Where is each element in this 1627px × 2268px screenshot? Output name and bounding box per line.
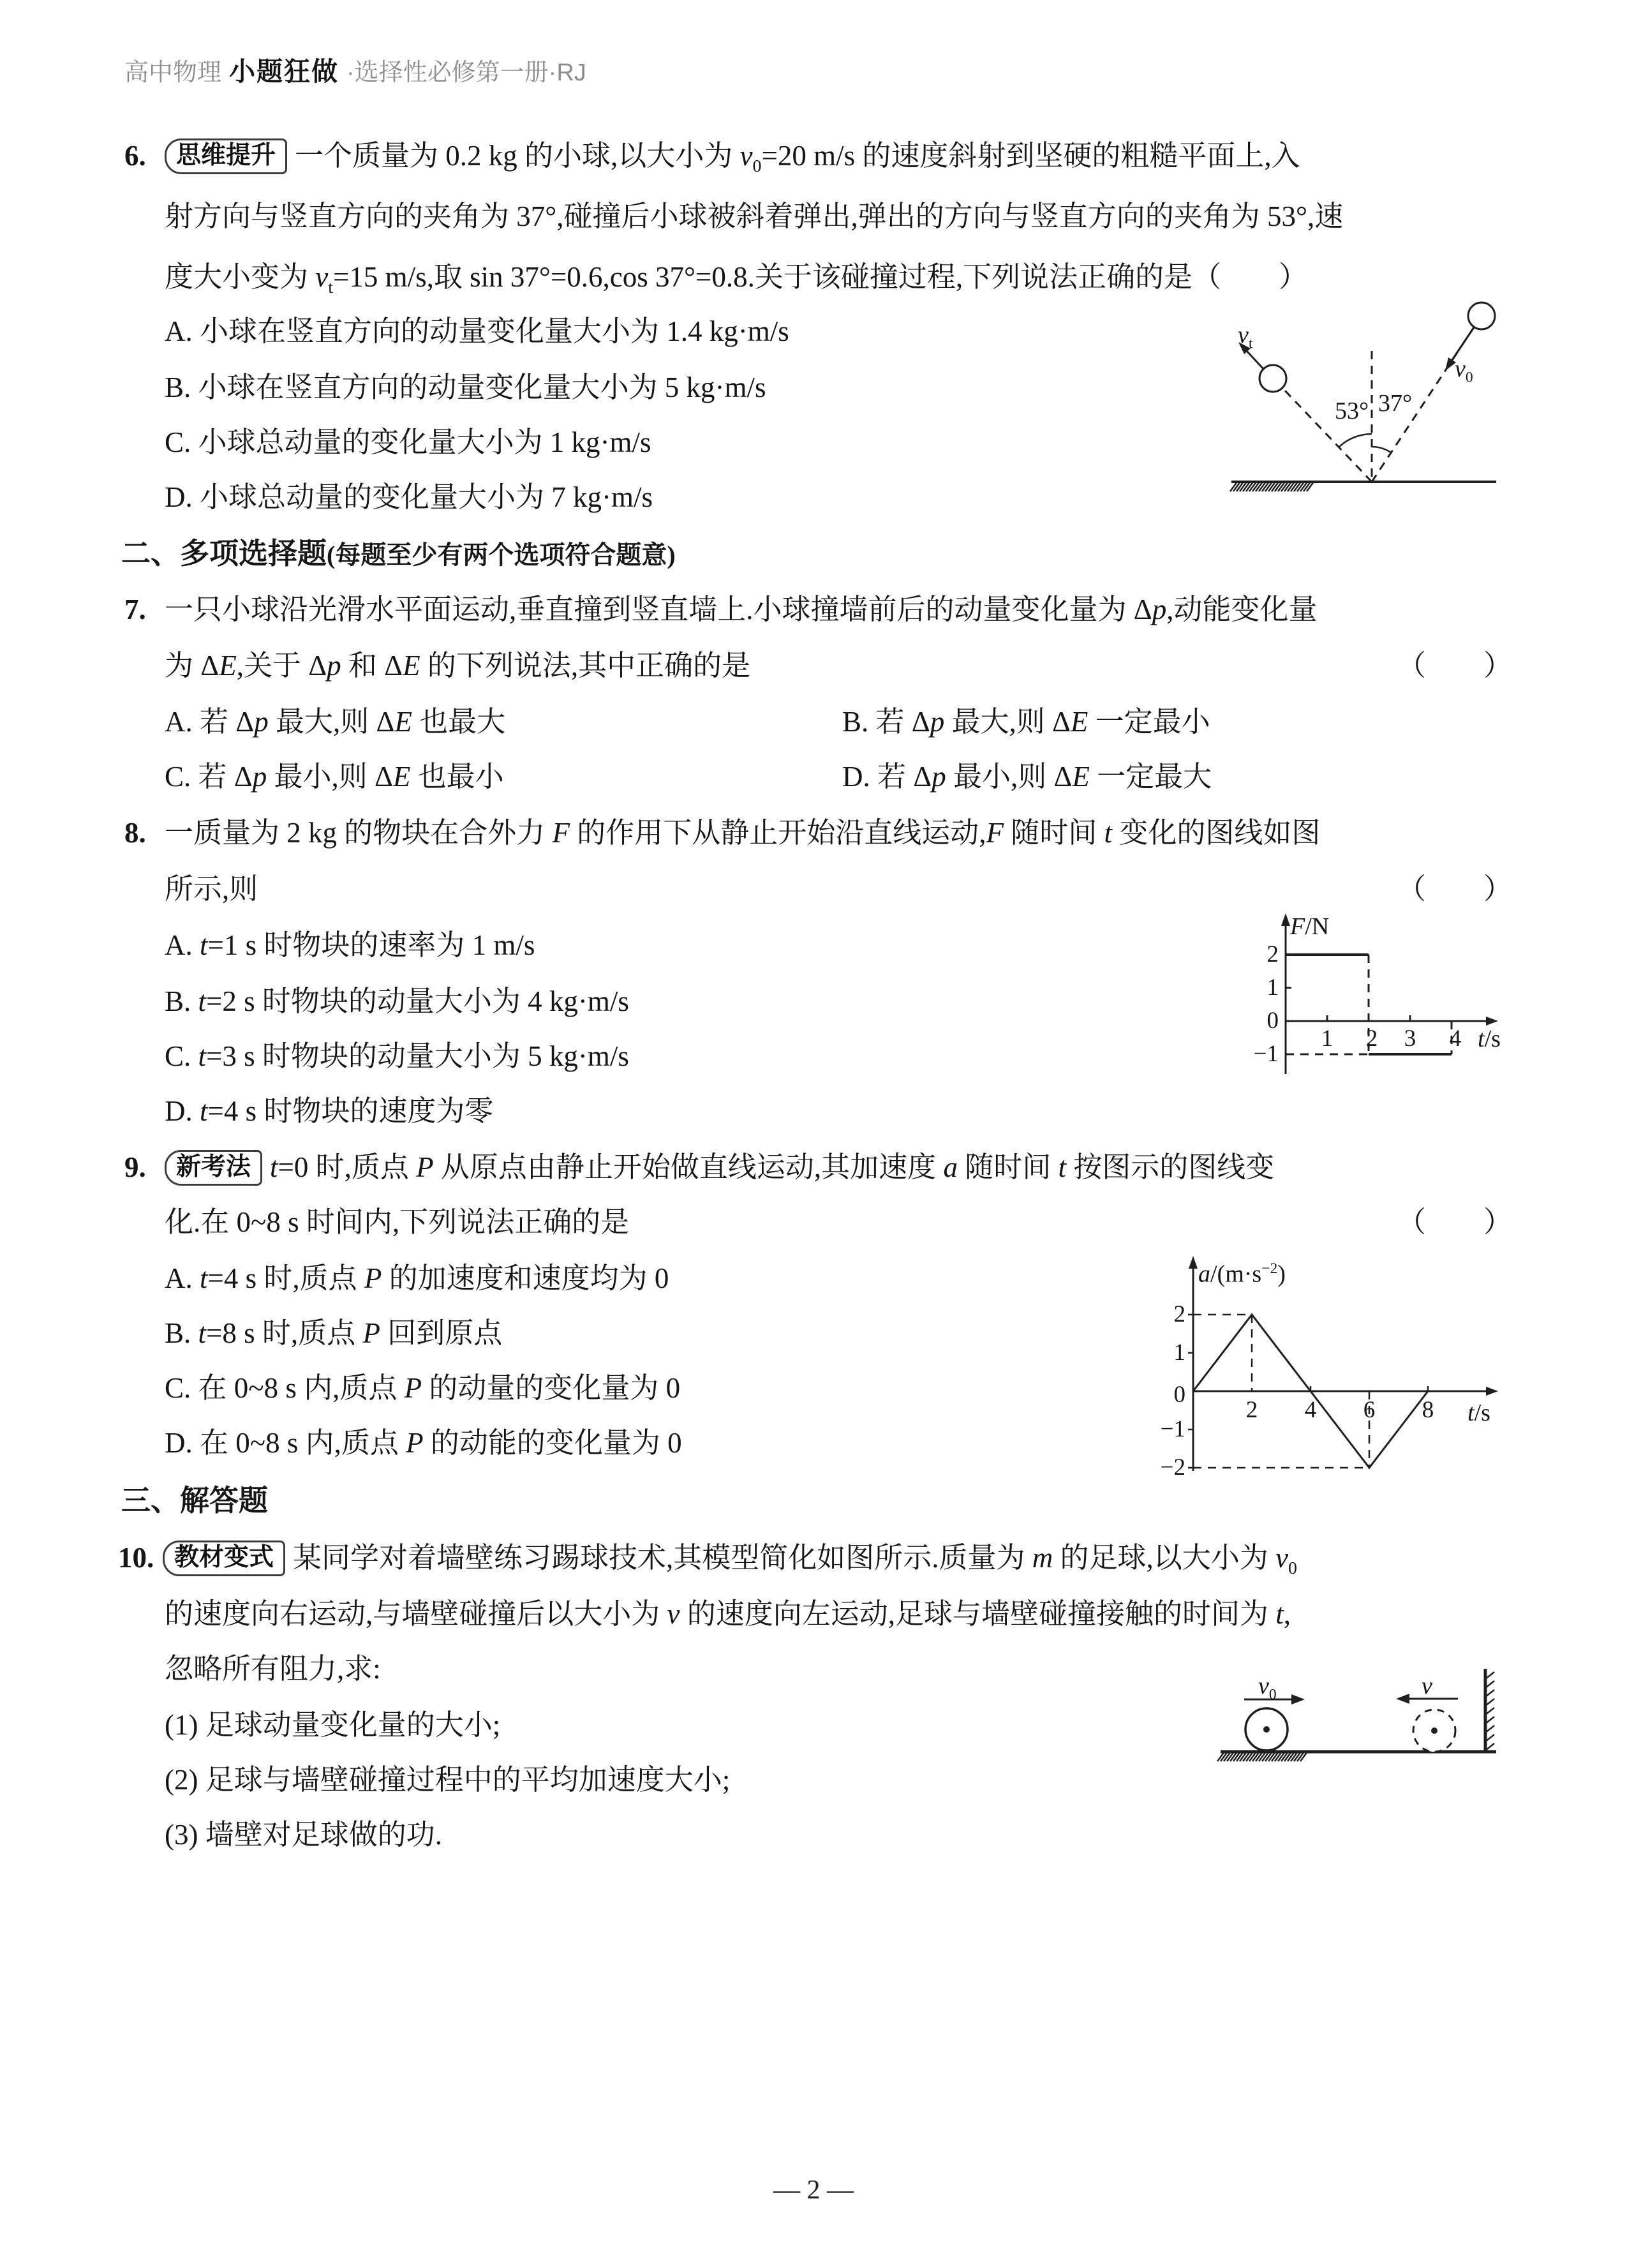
q8-text-line2: 所示,则 — [165, 873, 258, 905]
angle-arc-37 — [1372, 447, 1391, 452]
q7-option-a: A. 若 Δp 最大,则 ΔE 也最大 — [165, 706, 506, 738]
q8-force-time-graph — [1238, 909, 1506, 1101]
section-multi-note: (每题至少有两个选项符合题意) — [327, 541, 676, 569]
outgoing-ball — [1259, 365, 1286, 392]
q8-xtick-3: 3 — [1404, 1026, 1416, 1052]
header-subject: 高中物理 — [124, 59, 222, 86]
football-before-center-dot — [1263, 1726, 1270, 1733]
q9-line1 — [124, 1149, 1274, 1186]
q10-number: 10. — [118, 1542, 154, 1574]
q10-item-2: (2) 足球与墙壁碰撞过程中的平均加速度大小; — [165, 1764, 731, 1796]
q10-text-line1: 某同学对着墙壁练习踢球技术,其模型简化如图所示.质量为 m 的足球,以大小为 $v_0$ — [293, 1542, 1297, 1578]
q9-option-c: C. 在 0~8 s 内,质点 P 的动量的变化量为 0 — [165, 1372, 681, 1404]
q8-option-b: B. t=2 s 时物块的动量大小为 4 kg·m/s — [165, 985, 629, 1017]
q10-label-v: v — [1422, 1673, 1432, 1699]
q7-option-d: D. 若 Δp 最小,则 ΔE 一定最大 — [842, 761, 1212, 793]
y-axis-arrowhead — [1189, 1256, 1198, 1269]
q6-line1 — [124, 137, 1300, 174]
q9-option-d: D. 在 0~8 s 内,质点 P 的动能的变化量为 0 — [165, 1427, 682, 1459]
q8-ytick-2: 2 — [1267, 941, 1279, 967]
q10-line1 — [118, 1539, 1297, 1576]
q6-text-line1: 一个质量为 0.2 kg 的小球,以大小为 $v_0=20$ m/s 的速度斜射到坚硬的粗糙平面上,入 — [295, 140, 1300, 176]
q8-graph-ylabel: F/N — [1290, 913, 1330, 940]
q7-line1 — [124, 591, 1317, 628]
q8-ytick-0: 0 — [1267, 1008, 1279, 1034]
q6-text-line3: 度大小变为 $v_t=15$ m/s,取 sin 37°=0.6,cos 37°=0.8.关于该碰撞过程,下列说法正确的是（ ） — [165, 261, 1308, 297]
axis-tick-marks — [1286, 988, 1410, 1021]
q10-item-3: (3) 墙壁对足球做的功. — [165, 1819, 442, 1851]
q9-ytick-2: 2 — [1173, 1301, 1185, 1327]
x-axis-arrowhead — [1486, 1387, 1498, 1396]
q8-option-c: C. t=3 s 时物块的动量大小为 5 kg·m/s — [165, 1040, 629, 1072]
q6-text-line2: 射方向与竖直方向的夹角为 37°,碰撞后小球被斜着弹出,弹出的方向与竖直方向的夹角为 53°,速 — [165, 200, 1344, 232]
q8-xtick-4: 4 — [1449, 1026, 1462, 1052]
page-number: — 2 — — [773, 2175, 854, 2205]
header-edition: ·选择性必修第一册·RJ — [346, 59, 586, 86]
q9-option-a: A. t=4 s 时,质点 P 的加速度和速度均为 0 — [165, 1262, 669, 1294]
q9-graph-xlabel: t/s — [1467, 1399, 1490, 1426]
q7-number: 7. — [124, 593, 146, 625]
v-arrowhead — [1396, 1694, 1409, 1704]
q7-text-line2: 为 ΔE,关于 Δp 和 ΔE 的下列说法,其中正确的是 — [165, 650, 751, 682]
page-header — [124, 56, 586, 88]
incoming-ball — [1468, 302, 1495, 329]
q10-label-v0: $v_0$ — [1258, 1673, 1277, 1703]
q8-option-a: A. t=1 s 时物块的速率为 1 m/s — [165, 929, 535, 961]
q9-answer-bracket: （ ） — [1397, 1206, 1513, 1238]
q9-option-b: B. t=8 s 时,质点 P 回到原点 — [165, 1317, 503, 1349]
q9-tag-badge: 新考法 — [165, 1150, 262, 1186]
q6-option-b: B. 小球在竖直方向的动量变化量大小为 5 kg·m/s — [165, 371, 766, 403]
q7-option-b: B. 若 Δp 最大,则 ΔE 一定最小 — [842, 706, 1210, 738]
q6-option-a: A. 小球在竖直方向的动量变化量大小为 1.4 kg·m/s — [165, 315, 789, 347]
section-free-title: 三、解答题 — [121, 1484, 268, 1517]
q10-text-line2: 的速度向右运动,与墙壁碰撞后以大小为 v 的速度向左运动,足球与墙壁碰撞接触的时间为 t, — [165, 1598, 1291, 1630]
q6-number: 6. — [124, 140, 146, 172]
section-free-header — [121, 1482, 268, 1519]
y-axis-arrowhead — [1281, 913, 1290, 926]
q8-number: 8. — [124, 817, 146, 849]
q8-option-d: D. t=4 s 时物块的速度为零 — [165, 1095, 494, 1127]
section-multi-header — [121, 535, 676, 572]
q9-ytick-neg2: −2 — [1160, 1454, 1185, 1481]
q7-answer-bracket: （ ） — [1397, 650, 1513, 682]
q6-label-angle-37: 37° — [1378, 390, 1413, 417]
q9-xtick-6: 6 — [1363, 1397, 1376, 1423]
q10-text-line3: 忽略所有阻力,求: — [165, 1653, 381, 1685]
q8-xtick-1: 1 — [1321, 1026, 1334, 1052]
q6-label-vt: $v_t$ — [1238, 322, 1253, 352]
q7-text-line1: 一只小球沿光滑水平面运动,垂直撞到竖直墙上.小球撞墙前后的动量变化量为 Δp,动能变化量 — [165, 593, 1318, 625]
q10-item-1: (1) 足球动量变化量的大小; — [165, 1709, 501, 1741]
q9-text-line1: t=0 时,质点 P 从原点由静止开始做直线运动,其加速度 a 随时间 t 按图示的图线变 — [270, 1151, 1275, 1183]
x-axis-arrowhead — [1486, 1017, 1498, 1026]
brand-logo: 小题狂做 — [229, 57, 339, 86]
q7-option-c: C. 若 Δp 最小,则 ΔE 也最小 — [165, 761, 504, 793]
ground-hatching — [1230, 482, 1314, 491]
q8-answer-bracket: （ ） — [1397, 873, 1513, 905]
q9-ytick-neg1: −1 — [1160, 1416, 1185, 1442]
q8-ytick-1: 1 — [1267, 974, 1279, 1001]
q8-text-line1: 一质量为 2 kg 的物块在合外力 F 的作用下从静止开始沿直线运动,F 随时间 t 变化的图线如图 — [165, 817, 1321, 849]
q8-ytick-neg1: −1 — [1253, 1041, 1279, 1067]
football-after-center-dot — [1431, 1727, 1438, 1734]
q6-label-v0: $v_0$ — [1455, 355, 1473, 386]
q9-xtick-4: 4 — [1304, 1397, 1317, 1423]
q9-text-line2: 化.在 0~8 s 时间内,下列说法正确的是 — [165, 1206, 630, 1238]
q10-tag-badge: 教材变式 — [163, 1541, 285, 1576]
q6-option-c: C. 小球总动量的变化量大小为 1 kg·m/s — [165, 426, 651, 458]
q9-ytick-1: 1 — [1173, 1339, 1185, 1366]
section-multi-title: 二、多项选择题 — [121, 537, 327, 570]
q9-xtick-2: 2 — [1245, 1397, 1258, 1423]
q8-graph-xlabel: t/s — [1478, 1026, 1501, 1052]
q8-xtick-2: 2 — [1365, 1026, 1378, 1052]
q9-graph-ylabel: $a/(m\cdot s^{-2})$ — [1198, 1260, 1286, 1288]
q9-ytick-0: 0 — [1173, 1382, 1185, 1408]
q9-number: 9. — [124, 1151, 146, 1183]
q8-line1 — [124, 814, 1320, 851]
v0-arrowhead — [1291, 1694, 1305, 1705]
angle-arc-53 — [1339, 434, 1372, 447]
q6-tag-badge: 思维提升 — [165, 138, 287, 174]
q6-option-d: D. 小球总动量的变化量大小为 7 kg·m/s — [165, 481, 653, 513]
q9-xtick-8: 8 — [1422, 1397, 1434, 1423]
q6-label-angle-53: 53° — [1335, 398, 1369, 424]
